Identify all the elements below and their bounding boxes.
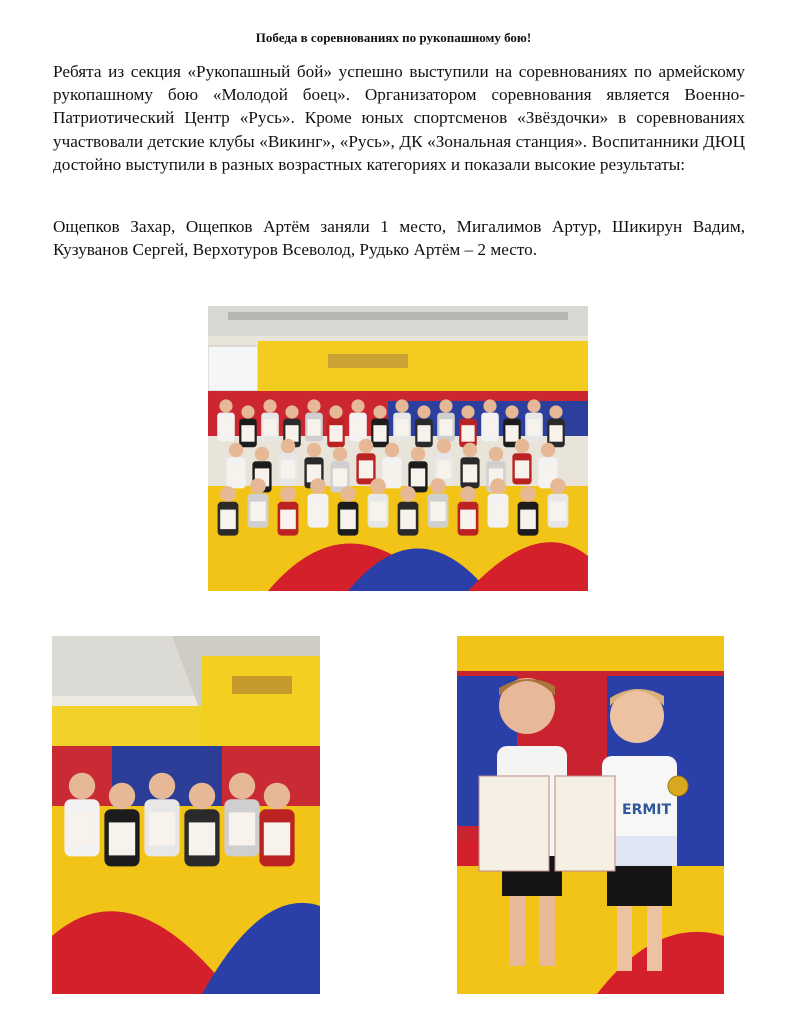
document-title: Победа в соревнованиях по рукопашному бою! [255, 30, 532, 45]
intro-paragraph: Ребята из секция «Рукопашный бой» успешно выступили на соревнованиях по армейскому рукопашному бою «Молодой боец». Организатором соревнования является Военно-Патриотический Центр «Русь». Кроме юных спортсменов «Звёздочки» в соревнованиях участвовали детские клубы «Викинг», «Русь», ДК «Зональная станция». Воспитанники ДЮЦ достойно выступили в разных возрастных категориях и показали высокие результаты: [53, 62, 745, 174]
shirt-logo-text: ERMIT [622, 802, 672, 818]
winners-photo [457, 636, 724, 994]
team-photo [52, 636, 320, 994]
results-paragraph: Ощепков Захар, Ощепков Артём заняли 1 место, Мигалимов Артур, Шикирун Вадим, Кузуванов Сергей, Верхотуров Всеволод, Рудько Артём – 2 место. [53, 217, 745, 260]
group-photo [208, 306, 588, 591]
